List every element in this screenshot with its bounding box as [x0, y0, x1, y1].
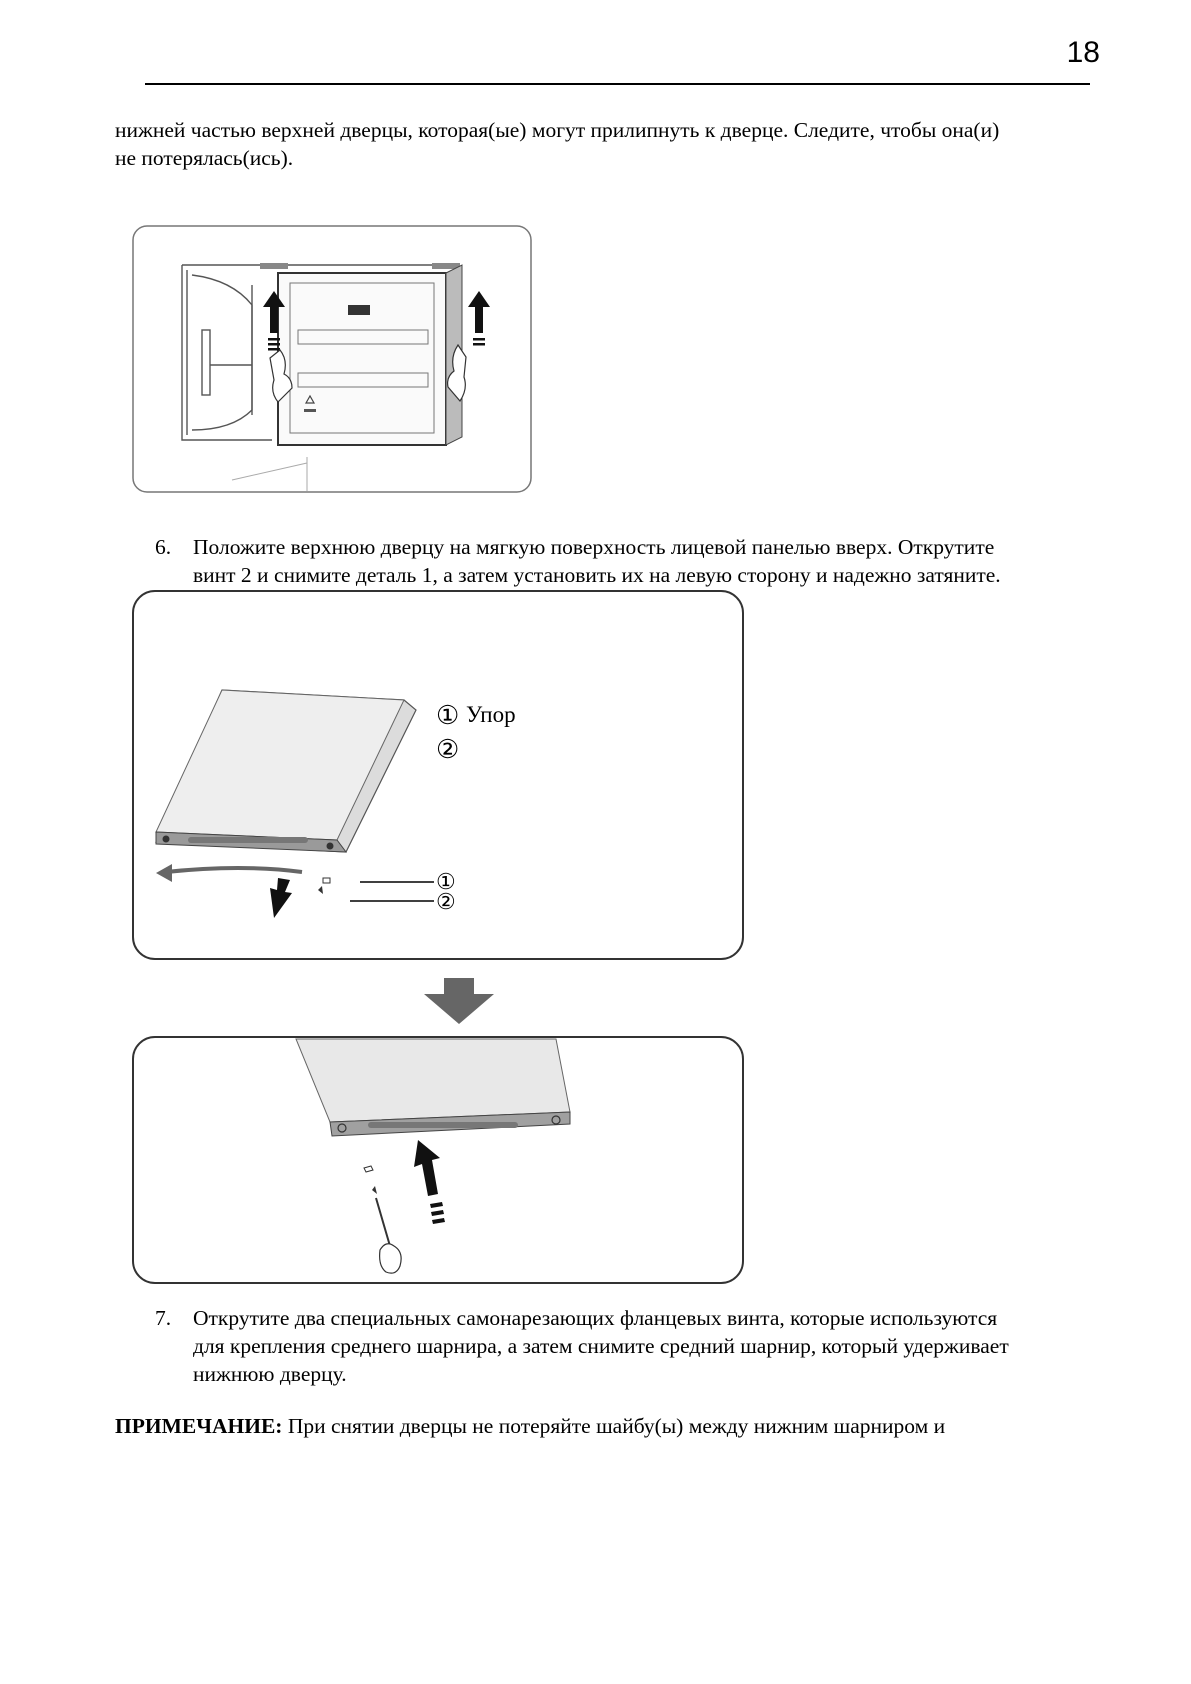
step-7-line-3: нижнюю дверцу.	[193, 1362, 347, 1386]
legend-marker-1: ①	[436, 701, 460, 730]
note-text: При снятии дверцы не потеряйте шайбу(ы) между нижним шарниром и	[282, 1414, 946, 1438]
transition-arrow	[422, 978, 496, 1024]
step-7-number: 7.	[155, 1306, 172, 1330]
figure-reinstall-left	[132, 1036, 744, 1284]
callout-marker-1: ①	[436, 869, 456, 894]
figure-lift-door	[132, 225, 532, 493]
transition-arrow-icon	[422, 978, 496, 1024]
hinge-left-top	[260, 263, 288, 269]
page-number: 18	[1066, 36, 1100, 69]
step-6-number: 6.	[155, 535, 172, 559]
intro-paragraph	[115, 116, 1125, 172]
callout-marker-2: ②	[436, 889, 456, 914]
door-screw-right-icon	[327, 843, 334, 850]
note-paragraph	[115, 1412, 1125, 1440]
note-label: ПРИМЕЧАНИЕ:	[115, 1414, 283, 1438]
figure-door-face-up	[132, 590, 744, 960]
figure-lift-door-drawing	[132, 225, 532, 493]
step-6-text	[193, 533, 1001, 589]
door-screw-left-icon	[163, 836, 170, 843]
intro-line-2: не потерялась(ись).	[115, 146, 294, 170]
step-6-line-2: винт 2 и снимите деталь 1, а затем установить их на левую сторону и надежно затяните.	[193, 563, 1001, 587]
upper-door	[278, 265, 462, 445]
figure-door-face-up-drawing	[132, 590, 744, 960]
intro-line-1: нижней частью верхней дверцы, которая(ые) могут прилипнуть к дверце. Следите, чтобы она(и)	[115, 118, 1000, 142]
figure-reinstall-left-drawing	[132, 1036, 744, 1284]
door-panel	[296, 1039, 570, 1136]
legend-text-1: Упор	[466, 702, 516, 727]
step-7-text	[193, 1304, 1009, 1388]
step-7-line-2: для крепления среднего шарнира, а затем снимите средний шарнир, который удерживает	[193, 1334, 1009, 1358]
step-7-line-1: Открутите два специальных самонарезающих фланцевых винта, которые используются	[193, 1306, 998, 1330]
step-6-line-1: Положите верхнюю дверцу на мягкую поверхность лицевой панелью вверх. Открутите	[193, 535, 995, 559]
legend-marker-2: ②	[436, 735, 460, 764]
header-rule	[145, 83, 1090, 85]
door-logo-badge	[348, 305, 370, 315]
